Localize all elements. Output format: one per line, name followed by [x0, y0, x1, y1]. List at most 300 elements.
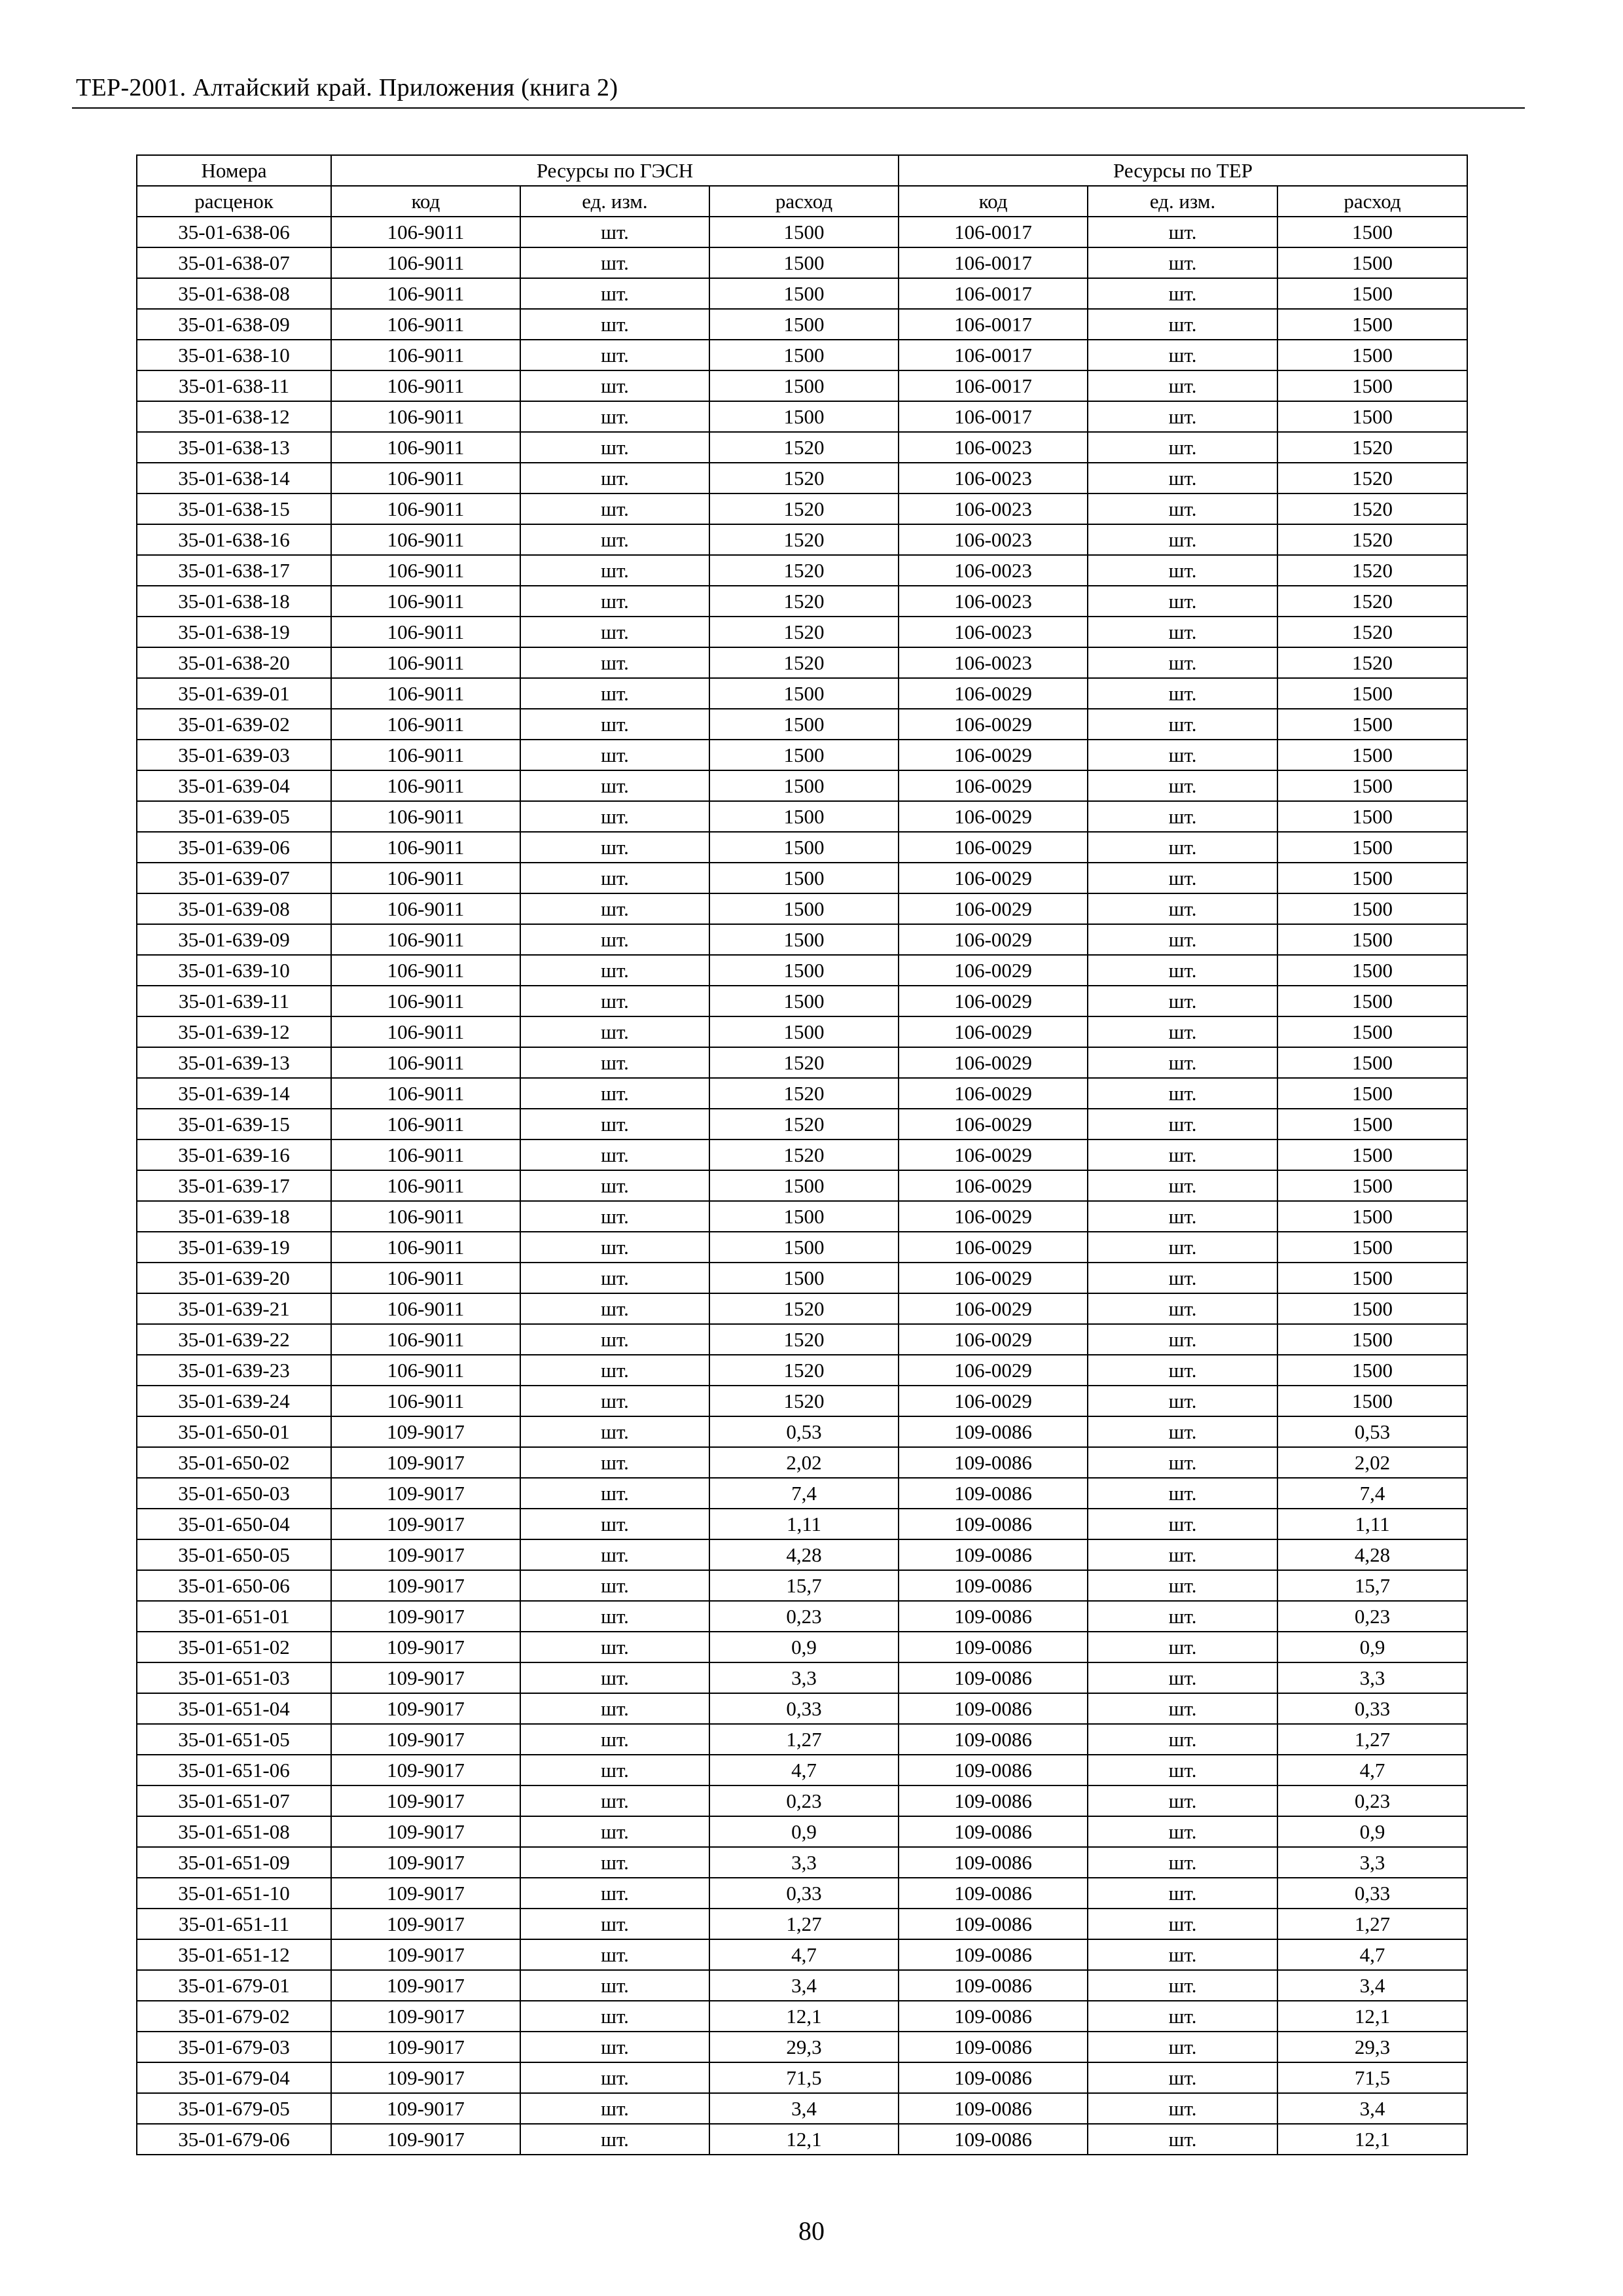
ter-unit-cell: шт.: [1088, 463, 1277, 493]
gesn-qty-cell: 1500: [709, 863, 899, 893]
ter-code-cell: 106-0029: [899, 1201, 1088, 1232]
rate-number-cell: 35-01-650-02: [137, 1447, 331, 1478]
rate-number-cell: 35-01-650-03: [137, 1478, 331, 1509]
ter-qty-cell: 3,4: [1277, 1970, 1467, 2001]
rate-number-cell: 35-01-639-20: [137, 1263, 331, 1293]
rate-number-cell: 35-01-679-03: [137, 2032, 331, 2062]
gesn-code-cell: 106-9011: [331, 1386, 520, 1416]
ter-qty-cell: 3,3: [1277, 1662, 1467, 1693]
table-row: [137, 986, 1467, 1016]
gesn-qty-cell: 1500: [709, 986, 899, 1016]
rate-number-cell: 35-01-638-14: [137, 463, 331, 493]
gesn-code-cell: 109-9017: [331, 1878, 520, 1909]
gesn-code-cell: 106-9011: [331, 586, 520, 617]
ter-unit-cell: шт.: [1088, 1816, 1277, 1847]
gesn-qty-cell: 1500: [709, 893, 899, 924]
gesn-qty-cell: 1500: [709, 770, 899, 801]
gesn-qty-cell: 3,3: [709, 1662, 899, 1693]
ter-qty-cell: 1500: [1277, 678, 1467, 709]
ter-code-cell: 106-0023: [899, 647, 1088, 678]
rate-number-cell: 35-01-651-06: [137, 1755, 331, 1785]
gesn-unit-cell: шт.: [520, 493, 709, 524]
ter-code-cell: 106-0017: [899, 247, 1088, 278]
gesn-qty-cell: 4,28: [709, 1539, 899, 1570]
ter-unit-cell: шт.: [1088, 309, 1277, 340]
gesn-code-cell: 109-9017: [331, 1662, 520, 1693]
gesn-qty-cell: 1500: [709, 832, 899, 863]
gesn-qty-cell: 1520: [709, 1355, 899, 1386]
ter-unit-cell: шт.: [1088, 1047, 1277, 1078]
gesn-unit-cell: шт.: [520, 1016, 709, 1047]
ter-unit-cell: шт.: [1088, 1878, 1277, 1909]
table-row: [137, 1539, 1467, 1570]
ter-code-cell: 106-0029: [899, 1047, 1088, 1078]
ter-code-cell: 106-0029: [899, 1324, 1088, 1355]
gesn-code-cell: 106-9011: [331, 801, 520, 832]
gesn-qty-cell: 1500: [709, 1263, 899, 1293]
table-row: [137, 278, 1467, 309]
rate-number-cell: 35-01-639-21: [137, 1293, 331, 1324]
rate-number-cell: 35-01-639-24: [137, 1386, 331, 1416]
gesn-code-cell: 106-9011: [331, 401, 520, 432]
ter-unit-cell: шт.: [1088, 555, 1277, 586]
header-rule: [72, 107, 1525, 109]
table-row: [137, 1232, 1467, 1263]
table-row: [137, 1693, 1467, 1724]
gesn-unit-cell: шт.: [520, 1386, 709, 1416]
rate-number-cell: 35-01-638-15: [137, 493, 331, 524]
header-ter-code: код: [899, 186, 1088, 217]
gesn-unit-cell: шт.: [520, 770, 709, 801]
header-ter-qty: расход: [1277, 186, 1467, 217]
ter-unit-cell: шт.: [1088, 1970, 1277, 2001]
resources-table-container: [136, 154, 1467, 2155]
ter-unit-cell: шт.: [1088, 1109, 1277, 1139]
ter-qty-cell: 1500: [1277, 1016, 1467, 1047]
gesn-code-cell: 109-9017: [331, 1724, 520, 1755]
gesn-unit-cell: шт.: [520, 432, 709, 463]
header-ter-unit: ед. изм.: [1088, 186, 1277, 217]
gesn-code-cell: 106-9011: [331, 924, 520, 955]
rate-number-cell: 35-01-639-08: [137, 893, 331, 924]
table-row: [137, 1785, 1467, 1816]
ter-qty-cell: 0,33: [1277, 1878, 1467, 1909]
gesn-qty-cell: 0,9: [709, 1816, 899, 1847]
ter-code-cell: 109-0086: [899, 1539, 1088, 1570]
table-row: [137, 401, 1467, 432]
gesn-code-cell: 106-9011: [331, 1139, 520, 1170]
gesn-qty-cell: 1500: [709, 1016, 899, 1047]
gesn-unit-cell: шт.: [520, 1909, 709, 1939]
ter-code-cell: 106-0029: [899, 1078, 1088, 1109]
ter-unit-cell: шт.: [1088, 2062, 1277, 2093]
ter-code-cell: 106-0029: [899, 1386, 1088, 1416]
ter-code-cell: 106-0029: [899, 955, 1088, 986]
table-row: [137, 709, 1467, 740]
gesn-unit-cell: шт.: [520, 1662, 709, 1693]
gesn-qty-cell: 1520: [709, 586, 899, 617]
gesn-unit-cell: шт.: [520, 1816, 709, 1847]
gesn-code-cell: 106-9011: [331, 340, 520, 370]
gesn-code-cell: 109-9017: [331, 1847, 520, 1878]
table-row: [137, 217, 1467, 247]
ter-unit-cell: шт.: [1088, 2032, 1277, 2062]
ter-code-cell: 106-0029: [899, 986, 1088, 1016]
ter-qty-cell: 29,3: [1277, 2032, 1467, 2062]
ter-unit-cell: шт.: [1088, 1939, 1277, 1970]
ter-qty-cell: 4,7: [1277, 1755, 1467, 1785]
ter-code-cell: 109-0086: [899, 2093, 1088, 2124]
ter-qty-cell: 1500: [1277, 1232, 1467, 1263]
table-row: [137, 1416, 1467, 1447]
rate-number-cell: 35-01-638-16: [137, 524, 331, 555]
ter-code-cell: 109-0086: [899, 1755, 1088, 1785]
ter-code-cell: 109-0086: [899, 1570, 1088, 1601]
ter-code-cell: 106-0029: [899, 1109, 1088, 1139]
gesn-code-cell: 106-9011: [331, 1263, 520, 1293]
gesn-code-cell: 109-9017: [331, 1478, 520, 1509]
ter-unit-cell: шт.: [1088, 1847, 1277, 1878]
gesn-code-cell: 106-9011: [331, 617, 520, 647]
table-row: [137, 1109, 1467, 1139]
rate-number-cell: 35-01-638-11: [137, 370, 331, 401]
table-row: [137, 863, 1467, 893]
gesn-qty-cell: 0,33: [709, 1693, 899, 1724]
ter-code-cell: 109-0086: [899, 1416, 1088, 1447]
gesn-code-cell: 106-9011: [331, 863, 520, 893]
ter-unit-cell: шт.: [1088, 1324, 1277, 1355]
ter-qty-cell: 1500: [1277, 770, 1467, 801]
table-row: [137, 1909, 1467, 1939]
gesn-unit-cell: шт.: [520, 1755, 709, 1785]
table-row: [137, 1662, 1467, 1693]
rate-number-cell: 35-01-679-04: [137, 2062, 331, 2093]
ter-code-cell: 106-0017: [899, 370, 1088, 401]
ter-unit-cell: шт.: [1088, 1386, 1277, 1416]
page-number: 80: [798, 2216, 825, 2246]
table-row: [137, 1878, 1467, 1909]
gesn-code-cell: 109-9017: [331, 1601, 520, 1632]
ter-code-cell: 106-0029: [899, 801, 1088, 832]
ter-code-cell: 109-0086: [899, 1724, 1088, 1755]
ter-qty-cell: 1500: [1277, 247, 1467, 278]
gesn-qty-cell: 0,23: [709, 1785, 899, 1816]
ter-code-cell: 106-0029: [899, 924, 1088, 955]
ter-unit-cell: шт.: [1088, 1016, 1277, 1047]
gesn-qty-cell: 1500: [709, 309, 899, 340]
ter-unit-cell: шт.: [1088, 1693, 1277, 1724]
ter-qty-cell: 1500: [1277, 1201, 1467, 1232]
gesn-qty-cell: 1520: [709, 1324, 899, 1355]
gesn-unit-cell: шт.: [520, 1632, 709, 1662]
table-row: [137, 555, 1467, 586]
table-row: [137, 524, 1467, 555]
ter-unit-cell: шт.: [1088, 709, 1277, 740]
gesn-qty-cell: 1500: [709, 801, 899, 832]
ter-unit-cell: шт.: [1088, 524, 1277, 555]
gesn-unit-cell: шт.: [520, 801, 709, 832]
ter-unit-cell: шт.: [1088, 1662, 1277, 1693]
table-row: [137, 586, 1467, 617]
rate-number-cell: 35-01-638-09: [137, 309, 331, 340]
gesn-qty-cell: 12,1: [709, 2124, 899, 2155]
ter-qty-cell: 1500: [1277, 1293, 1467, 1324]
ter-qty-cell: 0,9: [1277, 1632, 1467, 1662]
gesn-qty-cell: 0,23: [709, 1601, 899, 1632]
header-gesn-code: код: [331, 186, 520, 217]
ter-code-cell: 109-0086: [899, 1816, 1088, 1847]
gesn-code-cell: 106-9011: [331, 1324, 520, 1355]
ter-qty-cell: 1500: [1277, 955, 1467, 986]
rate-number-cell: 35-01-650-06: [137, 1570, 331, 1601]
ter-qty-cell: 1500: [1277, 1170, 1467, 1201]
table-row: [137, 1632, 1467, 1662]
ter-code-cell: 109-0086: [899, 1785, 1088, 1816]
gesn-unit-cell: шт.: [520, 1878, 709, 1909]
table-row: [137, 432, 1467, 463]
table-header-row-2: [137, 186, 1467, 217]
ter-code-cell: 109-0086: [899, 2124, 1088, 2155]
gesn-code-cell: 109-9017: [331, 1939, 520, 1970]
ter-unit-cell: шт.: [1088, 1601, 1277, 1632]
gesn-qty-cell: 1500: [709, 955, 899, 986]
rate-number-cell: 35-01-651-01: [137, 1601, 331, 1632]
ter-unit-cell: шт.: [1088, 1416, 1277, 1447]
rate-number-cell: 35-01-639-11: [137, 986, 331, 1016]
gesn-code-cell: 109-9017: [331, 2093, 520, 2124]
gesn-code-cell: 106-9011: [331, 678, 520, 709]
gesn-qty-cell: 1500: [709, 340, 899, 370]
ter-qty-cell: 1520: [1277, 647, 1467, 678]
gesn-code-cell: 106-9011: [331, 893, 520, 924]
table-row: [137, 1324, 1467, 1355]
ter-code-cell: 109-0086: [899, 1662, 1088, 1693]
rate-number-cell: 35-01-638-20: [137, 647, 331, 678]
ter-qty-cell: 1500: [1277, 986, 1467, 1016]
gesn-qty-cell: 71,5: [709, 2062, 899, 2093]
gesn-qty-cell: 1520: [709, 432, 899, 463]
ter-unit-cell: шт.: [1088, 1170, 1277, 1201]
table-row: [137, 463, 1467, 493]
gesn-qty-cell: 1500: [709, 1232, 899, 1263]
gesn-unit-cell: шт.: [520, 893, 709, 924]
gesn-qty-cell: 1520: [709, 1386, 899, 1416]
gesn-qty-cell: 1,27: [709, 1909, 899, 1939]
ter-qty-cell: 1,27: [1277, 1909, 1467, 1939]
gesn-unit-cell: шт.: [520, 555, 709, 586]
gesn-code-cell: 106-9011: [331, 1355, 520, 1386]
table-row: [137, 340, 1467, 370]
gesn-qty-cell: 1500: [709, 709, 899, 740]
gesn-qty-cell: 12,1: [709, 2001, 899, 2032]
ter-code-cell: 106-0029: [899, 709, 1088, 740]
gesn-qty-cell: 29,3: [709, 2032, 899, 2062]
table-row: [137, 2032, 1467, 2062]
ter-unit-cell: шт.: [1088, 370, 1277, 401]
ter-code-cell: 106-0029: [899, 1263, 1088, 1293]
gesn-unit-cell: шт.: [520, 586, 709, 617]
ter-unit-cell: шт.: [1088, 832, 1277, 863]
ter-qty-cell: 15,7: [1277, 1570, 1467, 1601]
gesn-unit-cell: шт.: [520, 247, 709, 278]
gesn-qty-cell: 3,4: [709, 1970, 899, 2001]
gesn-qty-cell: 1520: [709, 647, 899, 678]
rate-number-cell: 35-01-638-17: [137, 555, 331, 586]
gesn-code-cell: 109-9017: [331, 1447, 520, 1478]
gesn-code-cell: 106-9011: [331, 463, 520, 493]
table-row: [137, 1170, 1467, 1201]
header-ter-resources: Ресурсы по ТЕР: [899, 155, 1467, 186]
ter-qty-cell: 1520: [1277, 617, 1467, 647]
table-row: [137, 617, 1467, 647]
gesn-code-cell: 109-9017: [331, 2001, 520, 2032]
gesn-unit-cell: шт.: [520, 1416, 709, 1447]
gesn-code-cell: 109-9017: [331, 1970, 520, 2001]
gesn-qty-cell: 1500: [709, 370, 899, 401]
ter-qty-cell: 1500: [1277, 801, 1467, 832]
gesn-unit-cell: шт.: [520, 1970, 709, 2001]
rate-number-cell: 35-01-639-17: [137, 1170, 331, 1201]
table-row: [137, 893, 1467, 924]
ter-unit-cell: шт.: [1088, 1509, 1277, 1539]
ter-unit-cell: шт.: [1088, 586, 1277, 617]
table-row: [137, 1816, 1467, 1847]
table-row: [137, 2001, 1467, 2032]
ter-qty-cell: 1500: [1277, 1078, 1467, 1109]
gesn-qty-cell: 1520: [709, 1109, 899, 1139]
gesn-qty-cell: 1520: [709, 463, 899, 493]
ter-unit-cell: шт.: [1088, 432, 1277, 463]
ter-qty-cell: 1500: [1277, 1324, 1467, 1355]
ter-unit-cell: шт.: [1088, 1139, 1277, 1170]
ter-code-cell: 106-0029: [899, 1170, 1088, 1201]
gesn-unit-cell: шт.: [520, 740, 709, 770]
gesn-code-cell: 109-9017: [331, 1785, 520, 1816]
gesn-unit-cell: шт.: [520, 1047, 709, 1078]
table-row: [137, 1478, 1467, 1509]
gesn-qty-cell: 2,02: [709, 1447, 899, 1478]
gesn-code-cell: 109-9017: [331, 2032, 520, 2062]
ter-qty-cell: 1500: [1277, 340, 1467, 370]
rate-number-cell: 35-01-638-06: [137, 217, 331, 247]
gesn-unit-cell: шт.: [520, 2093, 709, 2124]
rate-number-cell: 35-01-679-05: [137, 2093, 331, 2124]
ter-qty-cell: 3,3: [1277, 1847, 1467, 1878]
gesn-unit-cell: шт.: [520, 1847, 709, 1878]
header-rate-numbers-cont: расценок: [137, 186, 331, 217]
gesn-unit-cell: шт.: [520, 678, 709, 709]
table-row: [137, 924, 1467, 955]
rate-number-cell: 35-01-639-14: [137, 1078, 331, 1109]
ter-unit-cell: шт.: [1088, 1201, 1277, 1232]
rate-number-cell: 35-01-639-03: [137, 740, 331, 770]
header-rate-numbers: Номера: [137, 155, 331, 186]
gesn-unit-cell: шт.: [520, 463, 709, 493]
ter-qty-cell: 1520: [1277, 524, 1467, 555]
table-row: [137, 1293, 1467, 1324]
gesn-qty-cell: 1500: [709, 1201, 899, 1232]
ter-code-cell: 109-0086: [899, 1909, 1088, 1939]
gesn-unit-cell: шт.: [520, 832, 709, 863]
ter-code-cell: 109-0086: [899, 1970, 1088, 2001]
ter-code-cell: 106-0023: [899, 493, 1088, 524]
ter-code-cell: 109-0086: [899, 1847, 1088, 1878]
table-row: [137, 1970, 1467, 2001]
gesn-unit-cell: шт.: [520, 1447, 709, 1478]
gesn-unit-cell: шт.: [520, 1478, 709, 1509]
ter-code-cell: 106-0029: [899, 893, 1088, 924]
ter-qty-cell: 0,9: [1277, 1816, 1467, 1847]
table-row: [137, 247, 1467, 278]
ter-code-cell: 106-0029: [899, 1293, 1088, 1324]
gesn-qty-cell: 1500: [709, 278, 899, 309]
gesn-code-cell: 106-9011: [331, 1201, 520, 1232]
gesn-qty-cell: 3,4: [709, 2093, 899, 2124]
header-gesn-qty: расход: [709, 186, 899, 217]
ter-unit-cell: шт.: [1088, 1632, 1277, 1662]
ter-unit-cell: шт.: [1088, 740, 1277, 770]
gesn-unit-cell: шт.: [520, 955, 709, 986]
ter-qty-cell: 1500: [1277, 370, 1467, 401]
gesn-unit-cell: шт.: [520, 986, 709, 1016]
rate-number-cell: 35-01-639-05: [137, 801, 331, 832]
ter-qty-cell: 3,4: [1277, 2093, 1467, 2124]
ter-qty-cell: 1500: [1277, 740, 1467, 770]
resources-table: [136, 154, 1468, 2155]
table-row: [137, 370, 1467, 401]
gesn-qty-cell: 1500: [709, 740, 899, 770]
gesn-qty-cell: 15,7: [709, 1570, 899, 1601]
ter-qty-cell: 0,23: [1277, 1785, 1467, 1816]
ter-unit-cell: шт.: [1088, 493, 1277, 524]
ter-unit-cell: шт.: [1088, 1539, 1277, 1570]
gesn-unit-cell: шт.: [520, 1078, 709, 1109]
gesn-unit-cell: шт.: [520, 370, 709, 401]
ter-unit-cell: шт.: [1088, 647, 1277, 678]
rate-number-cell: 35-01-638-13: [137, 432, 331, 463]
table-row: [137, 740, 1467, 770]
gesn-code-cell: 109-9017: [331, 1693, 520, 1724]
ter-qty-cell: 1,11: [1277, 1509, 1467, 1539]
ter-qty-cell: 1500: [1277, 217, 1467, 247]
rate-number-cell: 35-01-639-06: [137, 832, 331, 863]
ter-code-cell: 106-0023: [899, 524, 1088, 555]
gesn-unit-cell: шт.: [520, 617, 709, 647]
gesn-code-cell: 106-9011: [331, 217, 520, 247]
gesn-unit-cell: шт.: [520, 2001, 709, 2032]
ter-unit-cell: шт.: [1088, 1724, 1277, 1755]
ter-code-cell: 109-0086: [899, 2032, 1088, 2062]
gesn-qty-cell: 1520: [709, 1293, 899, 1324]
table-row: [137, 832, 1467, 863]
gesn-qty-cell: 1500: [709, 247, 899, 278]
gesn-code-cell: 106-9011: [331, 1170, 520, 1201]
ter-code-cell: 106-0029: [899, 1139, 1088, 1170]
gesn-unit-cell: шт.: [520, 1570, 709, 1601]
table-row: [137, 1939, 1467, 1970]
gesn-code-cell: 106-9011: [331, 740, 520, 770]
rate-number-cell: 35-01-639-09: [137, 924, 331, 955]
rate-number-cell: 35-01-639-16: [137, 1139, 331, 1170]
ter-unit-cell: шт.: [1088, 801, 1277, 832]
ter-code-cell: 109-0086: [899, 1878, 1088, 1909]
gesn-code-cell: 106-9011: [331, 524, 520, 555]
rate-number-cell: 35-01-638-08: [137, 278, 331, 309]
gesn-code-cell: 106-9011: [331, 1016, 520, 1047]
ter-qty-cell: 1500: [1277, 863, 1467, 893]
table-row: [137, 1078, 1467, 1109]
ter-code-cell: 109-0086: [899, 1693, 1088, 1724]
